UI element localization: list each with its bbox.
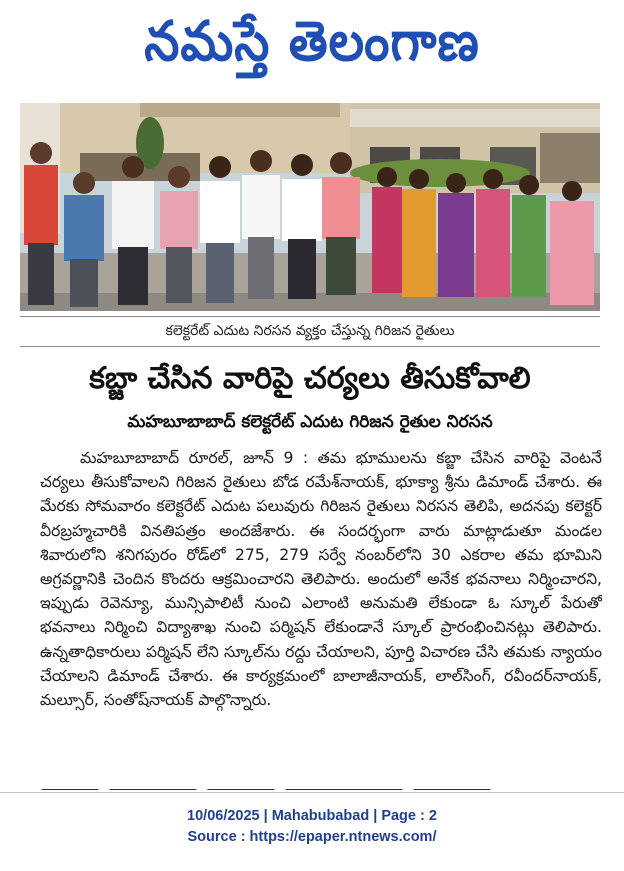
caption-divider-top bbox=[20, 316, 600, 317]
article-body bbox=[40, 446, 602, 782]
article-headline: కబ్జా చేసిన వారిపై చర్యలు తీసుకోవాలి bbox=[89, 361, 531, 396]
newspaper-logo: నమస్తే తెలంగాణ bbox=[144, 8, 480, 73]
cropped-next-line bbox=[40, 784, 602, 790]
footer-divider bbox=[0, 792, 624, 793]
caption-divider-bottom bbox=[20, 346, 600, 347]
group-photo-icon bbox=[20, 103, 600, 311]
footer-date-edition-page: 10/06/2025 | Mahabubabad | Page : 2 bbox=[187, 808, 437, 824]
news-photo bbox=[20, 103, 600, 311]
article-paragraph: మహబూబాబాద్ రూరల్, జూన్ 9 : తమ భూములను కబ్జా చేసిన వారిపై వెంటనే చర్యలు తీసుకోవాలని గిరిజన రైతులు బోడ రమేశ్‌నాయక్, భూక్యా శ్రీను డిమాండ్ చేశారు. ఈ మేరకు సోమవారం కలెక్టరేట్ ఎదుట పలువురు గిరిజన రైతులు నిరసన తెలిపి, అదనపు కలెక్టర్ వీరబ్రహ్మచారికి వినతిపత్రం అందజేశారు. ఈ సందర్భంగా వారు మాట్లాడుతూ మండల శివారులోని శనిగపురం రోడ్‌లో 275, 279 సర్వే నంబర్‌లోని 30 ఎకరాల తమ భూమిని అగ్రవర్ణానికి చెందిన కొందరు ఆక్రమించారని తెలిపారు. అందులో అనేక భవనాలు నిర్మించారని, ఇప్పుడు రెవెన్యూ, మున్సిపాలిటీ నుంచి ఎలాంటి అనుమతి లేకుండా ఓ స్కూల్ పేరుతో భవనాలు నిర్మించి విద్యాశాఖ నుంచి పర్మిషన్ లేకుండానే స్కూల్ ప్రారంభించినట్లు తెలిపారు. ఉన్నతాధికారులు పర్మిషన్ లేని స్కూల్‌ను రద్దు చేయాలని, పూర్తి విచారణ చేసి తమకు న్యాయం చేయాలని డిమాండ్ చేశారు. ఈ కార్యక్రమంలో బాలాజీనాయక్, లాల్‌సింగ్, రవీందర్‌నాయక్, మల్సూర్, సంతోష్‌నాయక్ పాల్గొన్నారు. bbox=[40, 449, 602, 710]
photo-caption: కలెక్టరేట్ ఎదుట నిరసన వ్యక్తం చేస్తున్న గిరిజన రైతులు bbox=[165, 323, 455, 339]
article-subheadline: మహబూబాబాద్ కలెక్టరేట్ ఎదుట గిరిజన రైతుల నిరసన bbox=[127, 412, 493, 432]
masthead bbox=[0, 0, 624, 96]
footer-source: Source : https://epaper.ntnews.com/ bbox=[187, 829, 437, 845]
